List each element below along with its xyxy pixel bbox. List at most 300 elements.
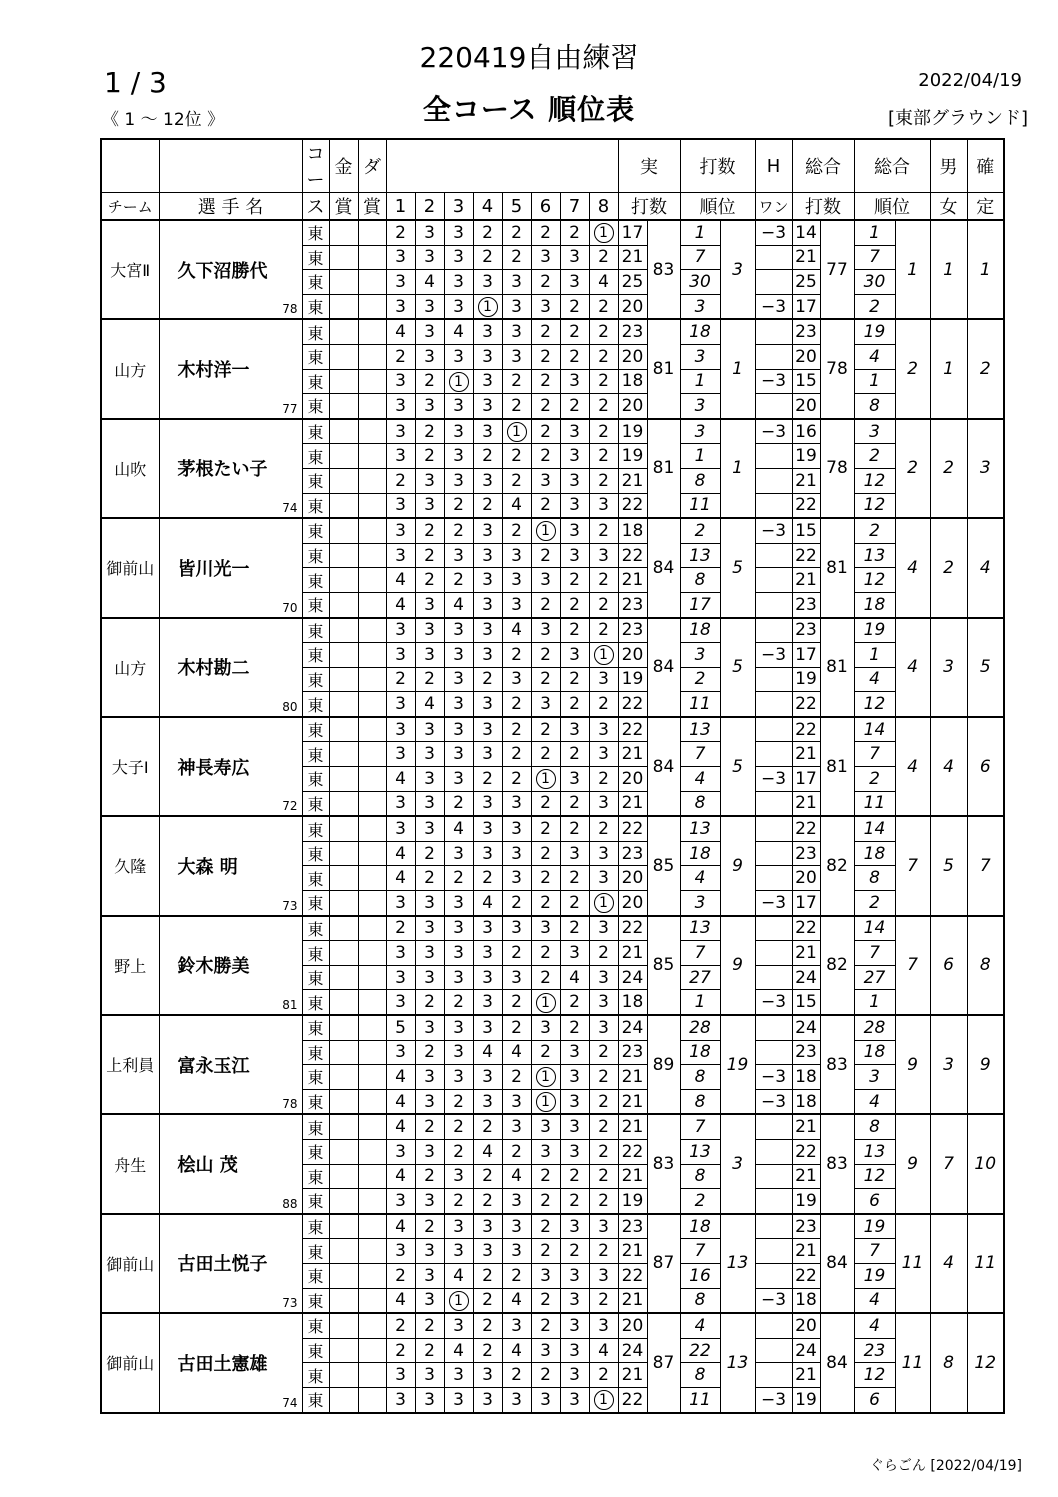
- hole-score-cell: 2: [589, 618, 618, 643]
- hole-score-cell: [589, 891, 618, 916]
- hole-in-one-bonus-cell: [755, 592, 792, 617]
- hole-score-cell: 2: [473, 1313, 502, 1338]
- stroke-rank-cell: 5: [720, 518, 755, 617]
- hole-score-cell: 2: [589, 692, 618, 717]
- grand-total-cell: 83: [820, 1015, 854, 1114]
- hole-score-cell: 3: [473, 1239, 502, 1264]
- hole-score-cell: 3: [386, 394, 415, 419]
- adjusted-rank-cell: 7: [854, 941, 895, 966]
- player-group: [101, 1114, 1004, 1213]
- hole-score-cell: 2: [386, 468, 415, 493]
- stroke-rank-cell: 1: [720, 319, 755, 418]
- hole-score-cell: 3: [415, 1089, 444, 1114]
- gold-prize-cell: [329, 767, 358, 792]
- hole-in-one-bonus-cell: −3: [755, 1387, 792, 1412]
- adjusted-sum-cell: 16: [792, 419, 820, 444]
- actual-total-cell: 89: [647, 1015, 680, 1114]
- hole-score-cell: 3: [473, 568, 502, 593]
- course-cell: 東: [302, 1239, 329, 1264]
- hole-score-cell: 3: [502, 841, 531, 866]
- hole-score-cell: 3: [386, 369, 415, 394]
- stroke-rank-cell: 5: [720, 618, 755, 717]
- adjusted-rank-cell: 27: [854, 965, 895, 990]
- round-rank-cell: 2: [680, 667, 720, 692]
- adjusted-rank-cell: 3: [854, 419, 895, 444]
- hole-score-cell: 2: [473, 1114, 502, 1139]
- hole-score-cell: 3: [473, 1065, 502, 1090]
- course-cell: 東: [302, 643, 329, 668]
- hole-score-cell: 3: [502, 667, 531, 692]
- hole-score-cell: 3: [560, 1313, 589, 1338]
- hole-score-cell: 2: [531, 444, 560, 469]
- hole-score-cell: 3: [386, 816, 415, 841]
- course-cell: 東: [302, 1313, 329, 1338]
- adjusted-rank-cell: 7: [854, 245, 895, 270]
- player-age: 88: [282, 1196, 298, 1211]
- player-name-text: 大森 明: [177, 856, 238, 878]
- hole-score-cell: 2: [589, 1139, 618, 1164]
- final-rank-cell: 9: [967, 1015, 1004, 1114]
- course-cell: 東: [302, 1288, 329, 1313]
- hole-score-cell: 3: [444, 767, 473, 792]
- course-cell: 東: [302, 767, 329, 792]
- stroke-rank-cell: 3: [720, 1114, 755, 1213]
- da-prize-cell: [358, 369, 386, 394]
- hole-score-cell: 3: [473, 1387, 502, 1412]
- final-rank-cell: 3: [967, 419, 1004, 518]
- hole-score-cell: 3: [502, 543, 531, 568]
- hole-score-cell: 3: [589, 841, 618, 866]
- adjusted-rank-cell: 19: [854, 618, 895, 643]
- da-prize-cell: [358, 1015, 386, 1040]
- hole-in-one-bonus-cell: [755, 1214, 792, 1239]
- hole-score-cell: 3: [444, 941, 473, 966]
- round-sum-cell: 20: [618, 643, 647, 668]
- hole-score-cell: 3: [415, 618, 444, 643]
- round-rank-cell: 8: [680, 1288, 720, 1313]
- course-cell: 東: [302, 866, 329, 891]
- hole-score-cell: 3: [589, 1214, 618, 1239]
- grand-total-cell: 77: [820, 220, 854, 319]
- hole-score-cell: 3: [473, 791, 502, 816]
- hole-score-cell: 3: [415, 965, 444, 990]
- hole-score-cell: 3: [502, 270, 531, 295]
- gold-prize-cell: [329, 841, 358, 866]
- round-sum-cell: 18: [618, 518, 647, 543]
- hole-score-cell: 2: [502, 1015, 531, 1040]
- hole-score-cell: 2: [444, 1139, 473, 1164]
- hole-score-cell: 2: [473, 245, 502, 270]
- adjusted-sum-cell: 20: [792, 866, 820, 891]
- hole-score-cell: 3: [560, 1065, 589, 1090]
- hole-score-cell: 2: [444, 568, 473, 593]
- course-cell: 東: [302, 270, 329, 295]
- adjusted-sum-cell: 14: [792, 220, 820, 245]
- hole-score-cell: 3: [502, 344, 531, 369]
- hole-score-cell: 4: [386, 319, 415, 344]
- hole-score-cell: 4: [473, 1040, 502, 1065]
- adjusted-rank-cell: 2: [854, 891, 895, 916]
- course-cell: 東: [302, 891, 329, 916]
- team-name: 山方: [101, 319, 159, 418]
- hole-score-cell: 2: [444, 518, 473, 543]
- round-rank-cell: 3: [680, 643, 720, 668]
- header-hole-4: 4: [473, 193, 502, 221]
- hole-score-cell: 3: [415, 1288, 444, 1313]
- da-prize-cell: [358, 319, 386, 344]
- gold-prize-cell: [329, 1189, 358, 1214]
- hole-score-cell: 3: [444, 270, 473, 295]
- grand-rank-cell: 4: [895, 518, 930, 617]
- hole-score-cell: 3: [386, 1363, 415, 1388]
- course-cell: 東: [302, 1040, 329, 1065]
- course-cell: 東: [302, 1263, 329, 1288]
- team-name: 野上: [101, 916, 159, 1015]
- hole-score-cell: 3: [502, 592, 531, 617]
- hole-score-cell: 3: [415, 891, 444, 916]
- adjusted-rank-cell: 2: [854, 444, 895, 469]
- hole-score-cell: 3: [560, 444, 589, 469]
- adjusted-sum-cell: 21: [792, 1114, 820, 1139]
- hole-score-cell: 3: [386, 245, 415, 270]
- round-sum-cell: 18: [618, 369, 647, 394]
- hole-score-cell: 2: [560, 568, 589, 593]
- hole-in-one-mark: 1: [594, 223, 614, 243]
- actual-total-cell: 87: [647, 1214, 680, 1313]
- header-gold-2: 賞: [329, 193, 358, 221]
- hole-in-one-bonus-cell: [755, 245, 792, 270]
- hole-score-cell: 2: [473, 1263, 502, 1288]
- adjusted-sum-cell: 20: [792, 344, 820, 369]
- header-confirm-2: 定: [967, 193, 1004, 221]
- hole-score-cell: 2: [531, 493, 560, 518]
- round-sum-cell: 21: [618, 1288, 647, 1313]
- hole-in-one-bonus-cell: [755, 444, 792, 469]
- hole-score-cell: 3: [531, 1114, 560, 1139]
- hole-score-cell: 2: [560, 791, 589, 816]
- hole-in-one-bonus-cell: [755, 1338, 792, 1363]
- round-sum-cell: 22: [618, 1263, 647, 1288]
- final-rank-cell: 5: [967, 618, 1004, 717]
- course-cell: 東: [302, 1164, 329, 1189]
- player-name-text: 古田土憲雄: [177, 1353, 268, 1375]
- round-rank-cell: 8: [680, 568, 720, 593]
- hole-score-cell: 4: [473, 1139, 502, 1164]
- hole-score-cell: 3: [502, 294, 531, 319]
- course-cell: 東: [302, 1214, 329, 1239]
- hole-score-cell: 3: [560, 369, 589, 394]
- adjusted-rank-cell: 4: [854, 1313, 895, 1338]
- hole-score-cell: 2: [415, 419, 444, 444]
- header-actual: 実: [618, 139, 680, 193]
- course-cell: 東: [302, 294, 329, 319]
- hole-in-one-bonus-cell: [755, 1040, 792, 1065]
- hole-score-cell: 4: [386, 866, 415, 891]
- final-rank-cell: 1: [967, 220, 1004, 319]
- course-cell: 東: [302, 1139, 329, 1164]
- player-name: [159, 220, 302, 319]
- hole-score-cell: 3: [444, 543, 473, 568]
- team-name: 御前山: [101, 1214, 159, 1313]
- hole-score-cell: [531, 518, 560, 543]
- player-name: [159, 419, 302, 518]
- course-cell: 東: [302, 592, 329, 617]
- course-cell: 東: [302, 1387, 329, 1412]
- hole-score-cell: [473, 294, 502, 319]
- player-age: 74: [282, 1395, 298, 1410]
- adjusted-sum-cell: 21: [792, 1164, 820, 1189]
- hole-score-cell: 2: [386, 1313, 415, 1338]
- hole-score-cell: 3: [473, 468, 502, 493]
- table-row: [101, 618, 1004, 643]
- grand-rank-cell: 2: [895, 319, 930, 418]
- hole-in-one-mark: 1: [478, 297, 498, 317]
- course-cell: 東: [302, 1114, 329, 1139]
- hole-score-cell: 3: [560, 941, 589, 966]
- hole-in-one-mark: 1: [594, 893, 614, 913]
- hole-score-cell: 3: [531, 1015, 560, 1040]
- final-rank-cell: 2: [967, 319, 1004, 418]
- hole-score-cell: 3: [473, 717, 502, 742]
- hole-score-cell: 3: [531, 618, 560, 643]
- adjusted-sum-cell: 20: [792, 1313, 820, 1338]
- round-sum-cell: 23: [618, 1214, 647, 1239]
- hole-score-cell: [531, 1065, 560, 1090]
- course-cell: 東: [302, 468, 329, 493]
- hole-score-cell: 3: [444, 1363, 473, 1388]
- hole-score-cell: 3: [415, 220, 444, 245]
- hole-score-cell: 3: [473, 1363, 502, 1388]
- stroke-rank-cell: 19: [720, 1015, 755, 1114]
- adjusted-rank-cell: 12: [854, 692, 895, 717]
- gold-prize-cell: [329, 941, 358, 966]
- round-sum-cell: 22: [618, 692, 647, 717]
- hole-score-cell: 2: [444, 791, 473, 816]
- hole-score-cell: 2: [531, 270, 560, 295]
- adjusted-sum-cell: 21: [792, 245, 820, 270]
- adjusted-sum-cell: 24: [792, 965, 820, 990]
- adjusted-rank-cell: 19: [854, 319, 895, 344]
- da-prize-cell: [358, 1313, 386, 1338]
- da-prize-cell: [358, 1065, 386, 1090]
- round-rank-cell: 4: [680, 767, 720, 792]
- header-team: チーム: [101, 193, 159, 221]
- round-sum-cell: 20: [618, 344, 647, 369]
- round-rank-cell: 13: [680, 916, 720, 941]
- hole-score-cell: 3: [444, 742, 473, 767]
- gold-prize-cell: [329, 444, 358, 469]
- ranking-table: [100, 138, 1005, 1414]
- adjusted-rank-cell: 18: [854, 841, 895, 866]
- hole-score-cell: 3: [502, 866, 531, 891]
- hole-score-cell: 3: [589, 667, 618, 692]
- da-prize-cell: [358, 518, 386, 543]
- hole-score-cell: 2: [560, 294, 589, 319]
- round-sum-cell: 22: [618, 816, 647, 841]
- hole-score-cell: 2: [531, 319, 560, 344]
- adjusted-sum-cell: 18: [792, 1065, 820, 1090]
- hole-score-cell: 3: [444, 692, 473, 717]
- hole-score-cell: 2: [589, 1189, 618, 1214]
- course-cell: 東: [302, 941, 329, 966]
- round-sum-cell: 19: [618, 444, 647, 469]
- course-cell: 東: [302, 1338, 329, 1363]
- header-hole-8: 8: [589, 193, 618, 221]
- course-cell: 東: [302, 1089, 329, 1114]
- hole-score-cell: 3: [386, 618, 415, 643]
- adjusted-rank-cell: 12: [854, 568, 895, 593]
- hole-score-cell: 3: [502, 965, 531, 990]
- header-confirm: 確: [967, 139, 1004, 193]
- adjusted-rank-cell: 1: [854, 643, 895, 668]
- grand-total-cell: 78: [820, 419, 854, 518]
- hole-score-cell: 2: [531, 643, 560, 668]
- header-total-rank-2: 順位: [854, 193, 930, 221]
- da-prize-cell: [358, 965, 386, 990]
- round-rank-cell: 11: [680, 1387, 720, 1412]
- round-rank-cell: 18: [680, 1214, 720, 1239]
- round-sum-cell: 22: [618, 916, 647, 941]
- hole-in-one-mark: 1: [536, 769, 556, 789]
- round-rank-cell: 7: [680, 245, 720, 270]
- round-sum-cell: 20: [618, 866, 647, 891]
- header-team-top: [101, 139, 159, 193]
- hole-score-cell: 3: [473, 419, 502, 444]
- hole-score-cell: 3: [415, 717, 444, 742]
- hole-score-cell: 2: [589, 1288, 618, 1313]
- hole-score-cell: 3: [415, 1363, 444, 1388]
- hole-score-cell: 2: [589, 518, 618, 543]
- adjusted-sum-cell: 25: [792, 270, 820, 295]
- document-subtitle: 全コース 順位表: [422, 93, 636, 126]
- hole-score-cell: 3: [502, 1114, 531, 1139]
- grand-rank-cell: 7: [895, 816, 930, 915]
- round-sum-cell: 22: [618, 493, 647, 518]
- da-prize-cell: [358, 394, 386, 419]
- hole-score-cell: 5: [386, 1015, 415, 1040]
- course-cell: 東: [302, 394, 329, 419]
- hole-score-cell: 3: [444, 643, 473, 668]
- gold-prize-cell: [329, 1387, 358, 1412]
- hole-score-cell: 2: [444, 1114, 473, 1139]
- hole-score-cell: 2: [415, 543, 444, 568]
- adjusted-rank-cell: 14: [854, 816, 895, 841]
- gold-prize-cell: [329, 1313, 358, 1338]
- table-row: [101, 419, 1004, 444]
- da-prize-cell: [358, 916, 386, 941]
- round-sum-cell: 20: [618, 891, 647, 916]
- hole-score-cell: 2: [473, 1164, 502, 1189]
- hole-in-one-bonus-cell: [755, 319, 792, 344]
- hole-score-cell: 3: [386, 493, 415, 518]
- header-total: 総合: [792, 139, 854, 193]
- course-cell: 東: [302, 493, 329, 518]
- hole-in-one-mark: 1: [507, 422, 527, 442]
- course-cell: 東: [302, 816, 329, 841]
- hole-score-cell: [444, 369, 473, 394]
- adjusted-rank-cell: 30: [854, 270, 895, 295]
- gold-prize-cell: [329, 592, 358, 617]
- stroke-rank-cell: 13: [720, 1214, 755, 1313]
- team-name: 御前山: [101, 518, 159, 617]
- hole-in-one-bonus-cell: [755, 270, 792, 295]
- course-cell: 東: [302, 916, 329, 941]
- round-sum-cell: 19: [618, 419, 647, 444]
- hole-in-one-mark: 1: [594, 645, 614, 665]
- hole-score-cell: 2: [589, 394, 618, 419]
- player-group: [101, 319, 1004, 418]
- gold-prize-cell: [329, 1363, 358, 1388]
- adjusted-rank-cell: 12: [854, 493, 895, 518]
- course-cell: 東: [302, 518, 329, 543]
- hole-score-cell: 2: [502, 767, 531, 792]
- player-age: 73: [282, 1296, 298, 1311]
- player-age: 80: [282, 699, 298, 714]
- da-prize-cell: [358, 419, 386, 444]
- hole-in-one-bonus-cell: [755, 816, 792, 841]
- hole-score-cell: 3: [415, 816, 444, 841]
- hole-score-cell: 3: [473, 518, 502, 543]
- grand-rank-cell: 9: [895, 1015, 930, 1114]
- player-group: [101, 1214, 1004, 1313]
- header-da: ダ: [358, 139, 386, 193]
- player-group: [101, 618, 1004, 717]
- course-cell: 東: [302, 667, 329, 692]
- adjusted-rank-cell: 19: [854, 1214, 895, 1239]
- course-cell: 東: [302, 419, 329, 444]
- hole-score-cell: [531, 990, 560, 1015]
- gold-prize-cell: [329, 990, 358, 1015]
- team-name: 上利員: [101, 1015, 159, 1114]
- hole-score-cell: 3: [415, 493, 444, 518]
- hole-score-cell: 4: [386, 841, 415, 866]
- gender-rank-cell: 7: [930, 1114, 967, 1213]
- hole-score-cell: 2: [502, 518, 531, 543]
- gold-prize-cell: [329, 1164, 358, 1189]
- adjusted-sum-cell: 22: [792, 1263, 820, 1288]
- da-prize-cell: [358, 468, 386, 493]
- hole-score-cell: 3: [560, 1089, 589, 1114]
- hole-score-cell: 3: [589, 1313, 618, 1338]
- hole-score-cell: 3: [386, 742, 415, 767]
- round-sum-cell: 23: [618, 592, 647, 617]
- hole-in-one-bonus-cell: [755, 468, 792, 493]
- adjusted-sum-cell: 21: [792, 791, 820, 816]
- hole-score-cell: 2: [531, 344, 560, 369]
- adjusted-rank-cell: 18: [854, 1040, 895, 1065]
- team-name: 山吹: [101, 419, 159, 518]
- round-rank-cell: 2: [680, 518, 720, 543]
- hole-score-cell: 2: [560, 1239, 589, 1264]
- stroke-rank-cell: 3: [720, 220, 755, 319]
- hole-score-cell: 3: [444, 965, 473, 990]
- hole-score-cell: 3: [560, 1263, 589, 1288]
- player-group: [101, 518, 1004, 617]
- player-age: 70: [282, 600, 298, 615]
- da-prize-cell: [358, 941, 386, 966]
- gender-rank-cell: 1: [930, 220, 967, 319]
- hole-score-cell: 3: [386, 1387, 415, 1412]
- gold-prize-cell: [329, 220, 358, 245]
- course-cell: 東: [302, 1363, 329, 1388]
- hole-score-cell: 4: [444, 319, 473, 344]
- hole-score-cell: 2: [473, 493, 502, 518]
- header-actual-2: 打数: [618, 193, 680, 221]
- hole-score-cell: 3: [531, 1338, 560, 1363]
- hole-in-one-bonus-cell: −3: [755, 990, 792, 1015]
- gold-prize-cell: [329, 270, 358, 295]
- course-cell: 東: [302, 965, 329, 990]
